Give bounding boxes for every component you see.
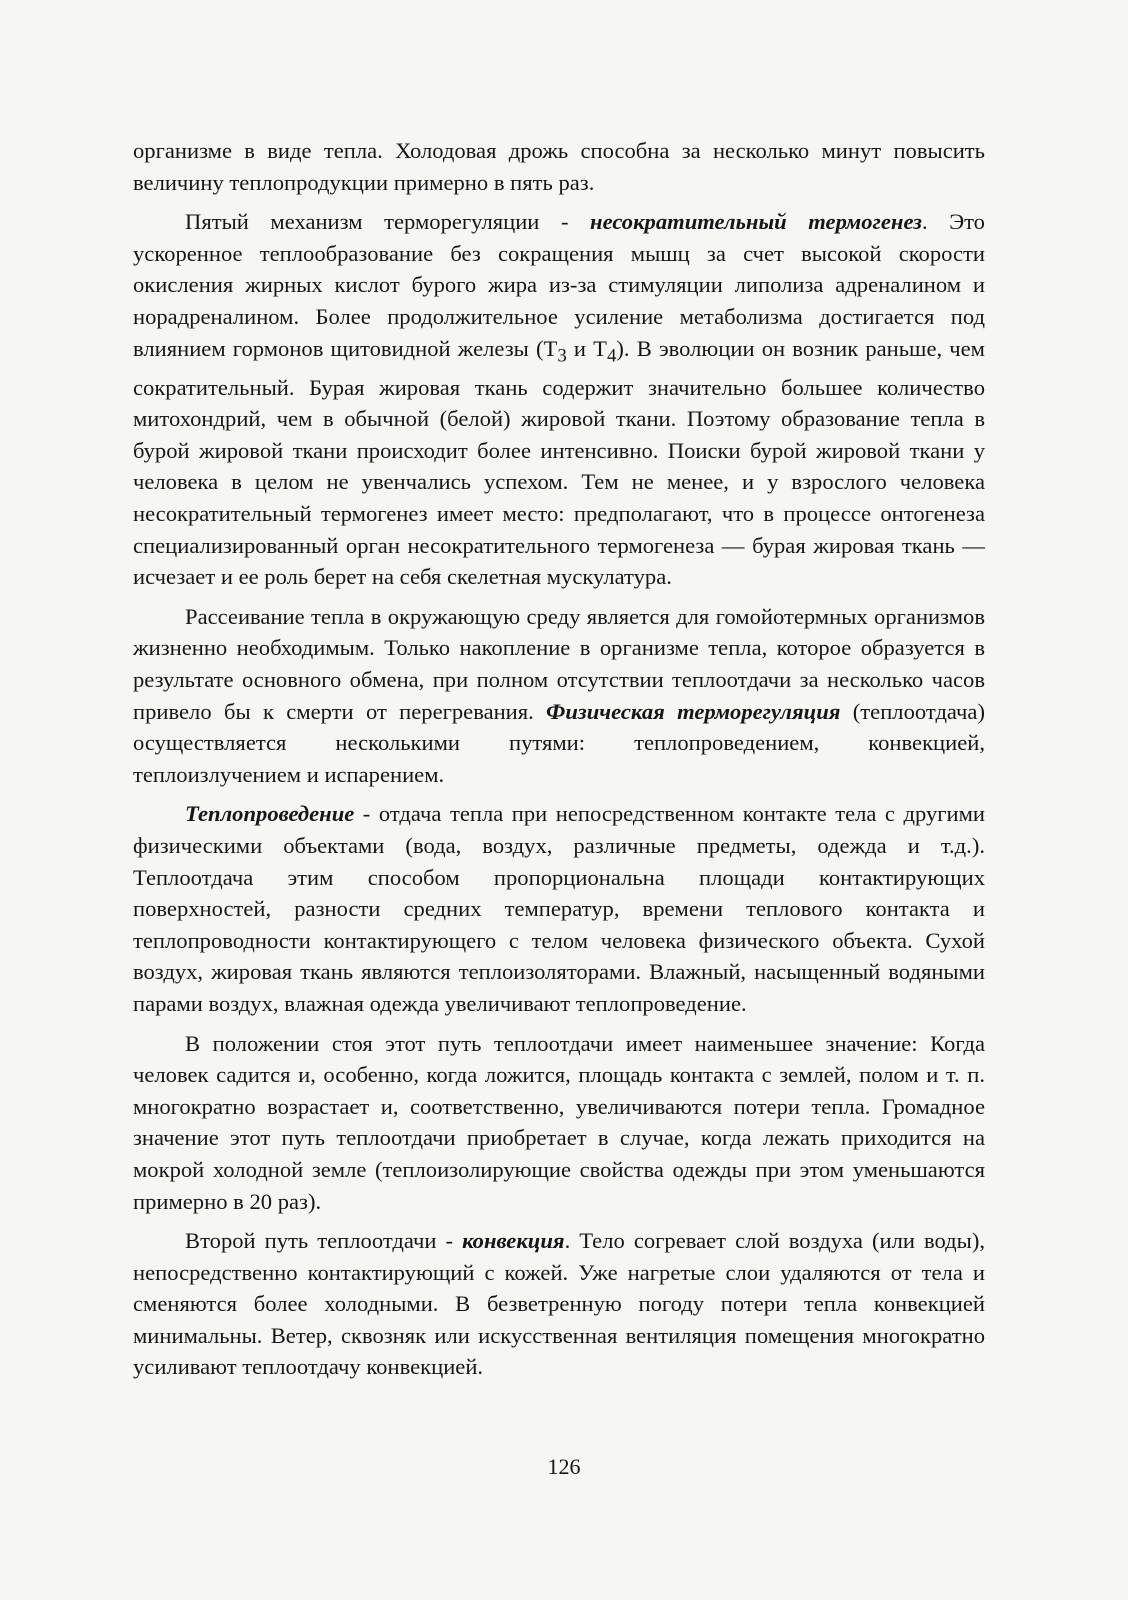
- paragraph: [133, 601, 985, 791]
- text-run: и Т: [566, 335, 607, 361]
- emphasized-term: несократительный термогенез: [590, 209, 922, 235]
- text-run: . Это ускоренное теплообразование без сокращения мышц за счет высокой скорости окисления жирных кислот бурого жира из-за стимуляции липолиза адреналином и норадреналином. Более продолжительное усиление метаболизма достигается под влиянием гормонов щитовидной железы (Т: [133, 209, 985, 361]
- subscript: 4: [606, 345, 617, 367]
- text-run: ). В эволюции он возник раньше, чем сократительный. Бурая жировая ткань содержит значительно большее количество митохондрий, чем в обычной (белой) жировой ткани. Поэтому образование тепла в бурой жировой ткани происходит более интенсивно. Поиски бурой жировой ткани у человека в целом не увенчались успехом. Тем не менее, и у взрослого человека несократительный термогенез имеет место: предполагают, что в процессе онтогенеза специализированный орган несократительного термогенеза — бурая жировая ткань — исчезает и ее роль берет на себя скелетная мускулатура.: [133, 335, 985, 590]
- emphasized-term: Физическая терморегуляция: [546, 698, 841, 724]
- text-run: Пятый механизм терморегуляции -: [185, 209, 591, 235]
- text-run: . Тело согревает слой воздуха (или воды), непосредственно контактирующий с кожей. Уже нагретые слои удаляются от тела и сменяются более холодными. В безветренную погоду потери тепла конвекцией минимальны. Ветер, сквозняк или искусственная вентиляция помещения многократно усиливают теплоотдачу конвекцией.: [133, 1228, 985, 1380]
- text-run: Второй путь теплоотдачи -: [185, 1228, 463, 1254]
- emphasized-term: конвекция: [462, 1228, 565, 1254]
- paragraph: [133, 798, 985, 1019]
- text-run: В положении стоя этот путь теплоотдачи имеет наименьшее значение: Когда человек садится и, особенно, когда ложится, площадь контакта с землей, полом и т. п. многократно возрастает и, соответственно, увеличиваются потери тепла. Громадное значение этот путь теплоотдачи приобретает в случае, когда лежать приходится на мокрой холодной земле (теплоизолирующие свойства одежды при этом уменьшаются примерно в 20 раз).: [133, 1030, 985, 1214]
- text-run: организме в виде тепла. Холодовая дрожь способна за несколько минут повысить величину теплопродукции примерно в пять раз.: [133, 138, 985, 195]
- text-run: Рассеивание тепла в окружающую среду является для гомойотермных организмов жизненно необходимым. Только накопление в организме тепла, которое образуется в результате основного обмена, при полном отсутствии теплоотдачи за несколько часов привело бы к смерти от перегревания.: [133, 603, 985, 724]
- text-run: (теплоотдача) осуществляется несколькими путями: теплопроведением, конвекцией, теплоизлучением и испарением.: [133, 698, 985, 787]
- paragraph: [133, 1225, 985, 1383]
- text-run: - отдача тепла при непосредственном контакте тела с другими физическими объектами (вода, воздух, различные предметы, одежда и т.д.). Теплоотдача этим способом пропорциональна площади контактирующих поверхностей, разности средних температур, времени теплового контакта и теплопроводности контактирующего с телом человека физического объекта. Сухой воздух, жировая ткань являются теплоизоляторами. Влажный, насыщенный водяными парами воздух, влажная одежда увеличивают теплопроведение.: [133, 801, 985, 1016]
- paragraph: [133, 1028, 985, 1218]
- paragraph: [133, 206, 985, 593]
- emphasized-term: Теплопроведение: [185, 801, 355, 827]
- body-text: [133, 135, 985, 1383]
- paragraph: [133, 135, 985, 198]
- subscript: 3: [557, 345, 567, 367]
- page-number: 126: [547, 1454, 581, 1479]
